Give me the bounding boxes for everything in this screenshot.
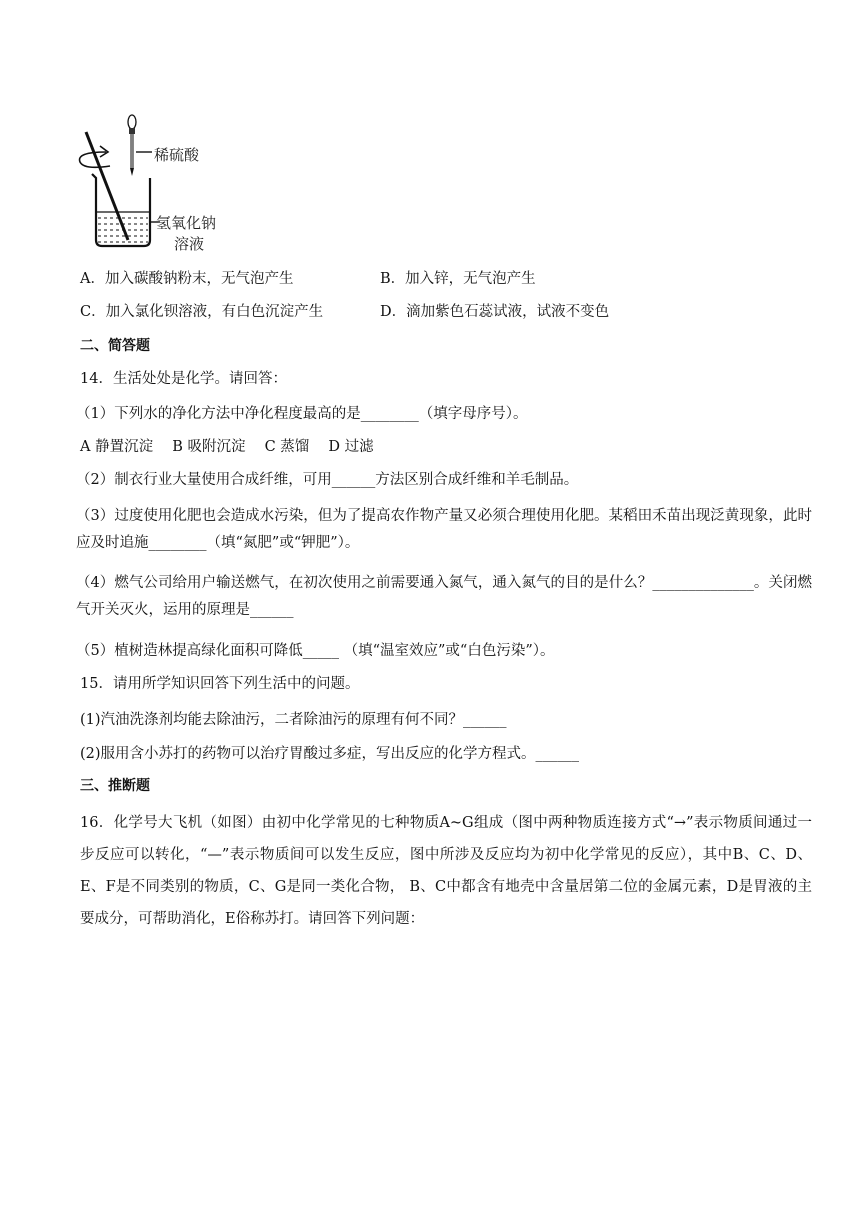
q14-part1-options: A 静置沉淀 B 吸附沉淀 C 蒸馏 D 过滤	[80, 439, 374, 455]
q14-stem: 14．生活处处是化学。请回答：	[80, 371, 287, 387]
section-title-short-answer: 二、简答题	[80, 338, 150, 354]
option-c: C．加入氯化钡溶液，有白色沉淀产生	[80, 304, 324, 320]
q16-text: 16．化学号大飞机（如图）由初中化学常见的七种物质A~G组成（图中两种物质连接方式“→”表示物质间通过一步反应可以转化，“—”表示物质间可以发生反应，图中所涉及反应均为初中化学常见的反应），其中B、C、D、E、F是不同类别的物质，C、G是同一类化合物， B、C中都含有地壳中含量居第二位的金属元素，D是胃液的主要成分，可帮助消化，E俗称苏打。请回答下列问题：	[80, 815, 812, 927]
q14-part1: （1）下列水的净化方法中净化程度最高的是________（填字母序号）。	[76, 406, 528, 422]
acid-label: 稀硫酸	[154, 146, 200, 164]
option-b: B．加入锌，无气泡产生	[380, 271, 536, 287]
section-title-inference: 三、推断题	[80, 778, 150, 794]
q15-part1: (1)汽油洗涤剂均能去除油污，二者除油污的原理有何不同？______	[80, 712, 507, 728]
option-d: D．滴加紫色石蕊试液，试液不变色	[380, 304, 610, 320]
q14-part5: （5）植树造林提高绿化面积可降低_____ （填“温室效应”或“白色污染”）。	[76, 643, 555, 659]
q15-stem: 15．请用所学知识回答下列生活中的问题。	[80, 676, 360, 692]
q14-part4: （4）燃气公司给用户输送燃气，在初次使用之前需要通入氮气，通入氮气的目的是什么？______________。关闭燃气开关灭火，运用的原理是______	[76, 575, 812, 618]
beaker-figure	[70, 112, 240, 252]
q14-part2: （2）制衣行业大量使用合成纤维，可用______方法区别合成纤维和羊毛制品。	[76, 472, 579, 488]
option-a: A．加入碳酸钠粉末，无气泡产生	[80, 271, 294, 287]
base-label-line2: 溶液	[174, 235, 205, 253]
q14-part3: （3）过度使用化肥也会造成水污染，但为了提高农作物产量又必须合理使用化肥。某稻田禾苗出现泛黄现象，此时应及时追施________（填“氮肥”或“钾肥”）。	[76, 508, 812, 551]
q15-part2: (2)服用含小苏打的药物可以治疗胃酸过多症，写出反应的化学方程式。______	[80, 746, 580, 762]
base-label-line1: 氢氧化钠	[156, 214, 217, 232]
